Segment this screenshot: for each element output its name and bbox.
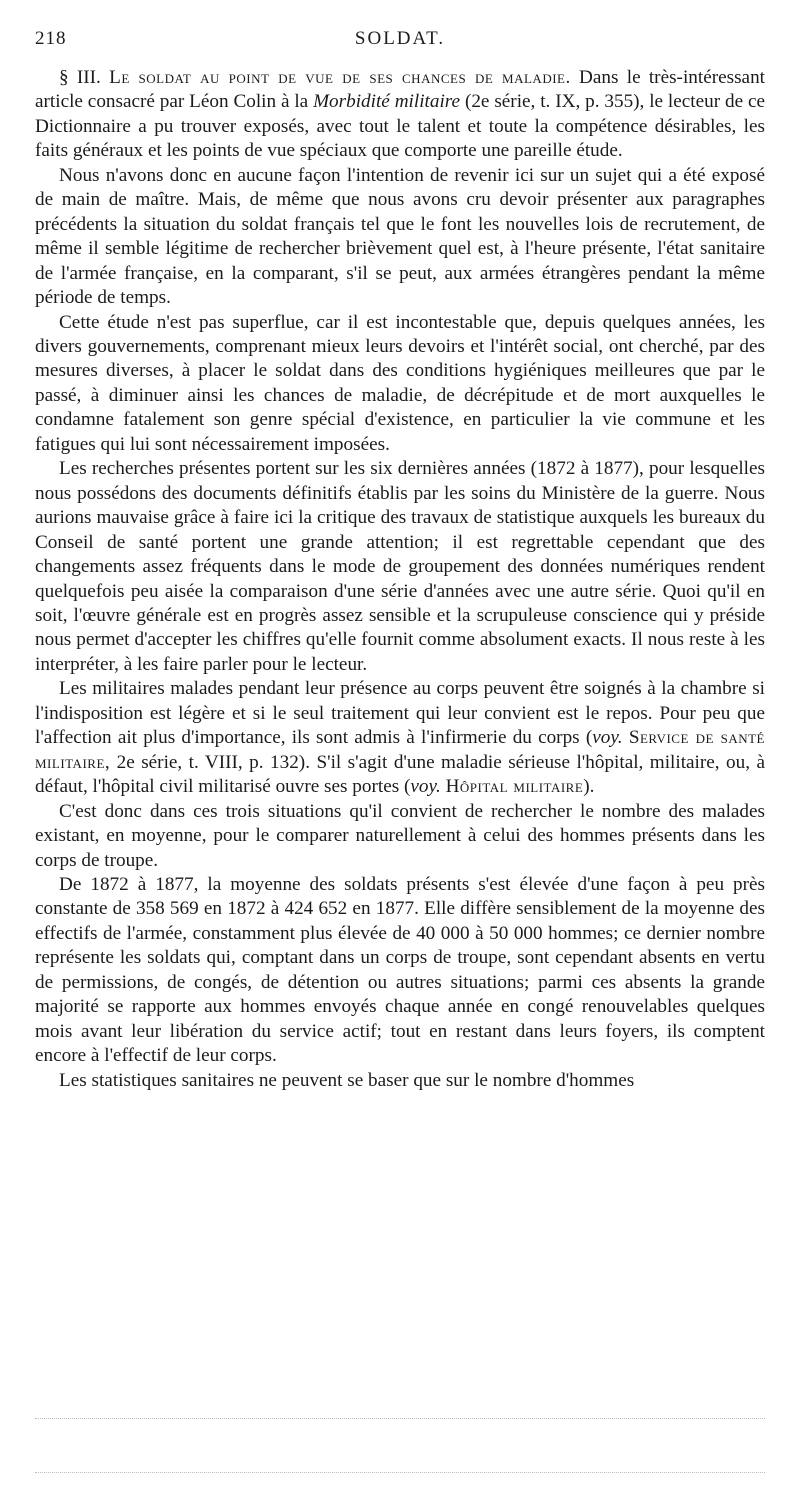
section-number: § III. bbox=[59, 67, 101, 88]
paragraph-5 bbox=[35, 677, 765, 799]
paragraph-2: Nous n'avons donc en aucune façon l'intention de revenir ici sur un sujet qui a été exposé de main de maître. Mais, de même que nous avons cru devoir présenter aux paragraphes précédents la situation du soldat français tel que le font les nouvelles lois de recrutement, de même il semble légitime de rechercher brièvement quel est, à l'heure présente, l'état sanitaire de l'armée française, en la comparant, s'il se peut, aux armées étrangères pendant la même période de temps. bbox=[35, 164, 765, 309]
page-header bbox=[35, 28, 765, 58]
paragraph-5-text-c: ). bbox=[583, 776, 595, 798]
cited-article-title: Morbidité militaire bbox=[313, 91, 461, 113]
paragraph-1 bbox=[35, 66, 765, 164]
body-text bbox=[35, 66, 765, 1093]
paragraph-7: De 1872 à 1877, la moyenne des soldats présents s'est élevée d'une façon à peu près constante de 358 569 en 1872 à 424 652 en 1877. Elle diffère sensiblement de la moyenne des effectifs de l'armée, constamment plus élevée de 40 000 à 50 000 hommes; ce dernier nombre représente les soldats qui, comptant dans un corps de troupe, sont cependant absents en vertu de permissions, de congés, de détention ou autres situations; parmi ces absents la grande majorité se rapporte aux hommes envoyés chaque année en congé renouvelables quelques mois avant leur libération du service actif; tout en restant dans leurs foyers, ils comptent encore à l'effectif de leur corps. bbox=[35, 873, 765, 1067]
paragraph-4: Les recherches présentes portent sur les six dernières années (1872 à 1877), pour lesquelles nous possédons des documents définitifs établis par les soins du Ministère de la guerre. Nous aurions mauvaise grâce à faire ici la critique des travaux de statistique auxquels les bureaux du Conseil de santé portent une grande attention; il est regrettable cependant que des changements assez fréquents dans le mode de groupement des données numériques rendent quelquefois peu aisée la comparaison d'une série d'années avec une autre série. Quoi qu'il en soit, l'œuvre générale est en progrès assez sensible et la scrupuleuse conscience qui y préside nous permet d'accepter les chiffres qu'elle fournit comme absolument exacts. Il nous reste à les interpréter, à les faire parler pour le lecteur. bbox=[35, 458, 765, 675]
paragraph-6: C'est donc dans ces trois situations qu'il convient de rechercher le nombre des malades existant, en moyenne, pour le comparer naturellement à celui des hommes présents dans les corps de troupe. bbox=[35, 800, 765, 871]
paragraph-8: Les statistiques sanitaires ne peuvent se baser que sur le nombre d'hommes bbox=[59, 1069, 635, 1091]
paragraph-3: Cette étude n'est pas superflue, car il est incontestable que, depuis quelques années, les divers gouvernements, comprenant mieux leurs devoirs et l'intérêt social, ont cherché, par des mesures diverses, à placer le soldat dans des conditions hygiéniques meilleures que par le passé, à diminuer ainsi les chances de maladie, de décrépitude et de mort auxquelles le condamne fatalement son genre spécial d'existence, en particulier la vie commune et les fatigues qui lui sont nécessairement imposées. bbox=[35, 311, 765, 455]
paragraph-1-text-b: (2e série, t. IX, p. 355), le lecteur de ce Dictionnaire a pu trouver exposés, avec tout le talent et toute la compétence désirables, les faits généraux et les points de vue spéciaux que comporte une pareille étude. bbox=[35, 91, 766, 162]
voy-reference-2: voy. bbox=[410, 776, 441, 798]
paragraph-1-text-a: Dans le très-intéressant article consacré par Léon Colin à la bbox=[35, 67, 765, 113]
page-number: 218 bbox=[35, 28, 67, 49]
cross-reference-2: Hôpital militaire bbox=[445, 776, 584, 798]
paragraph-5-text-a: Les militaires malades pendant leur présence au corps peuvent être soignés à la chambre si l'indisposition est légère et si le seul traitement qui leur convient est le repos. Pour peu que l'affection ait plus d'importance, ils sont admis à l'infirmerie du corps ( bbox=[35, 678, 765, 749]
footer-dotted-rule bbox=[35, 1418, 765, 1419]
paragraph-5-text-b: 2e série, t. VIII, p. 132). S'il s'agit d'une maladie sérieuse l'hôpital, militaire, ou, à défaut, l'hôpital civil militarisé ouvre ses portes ( bbox=[35, 751, 765, 798]
section-heading: Le soldat au point de vue de ses chances de maladie. bbox=[109, 67, 571, 88]
running-head: SOLDAT. bbox=[354, 28, 446, 49]
cross-reference-1: Service de santé militaire, bbox=[35, 727, 765, 773]
footer-dotted-rule bbox=[35, 1472, 765, 1473]
voy-reference-1: voy. bbox=[592, 727, 623, 749]
